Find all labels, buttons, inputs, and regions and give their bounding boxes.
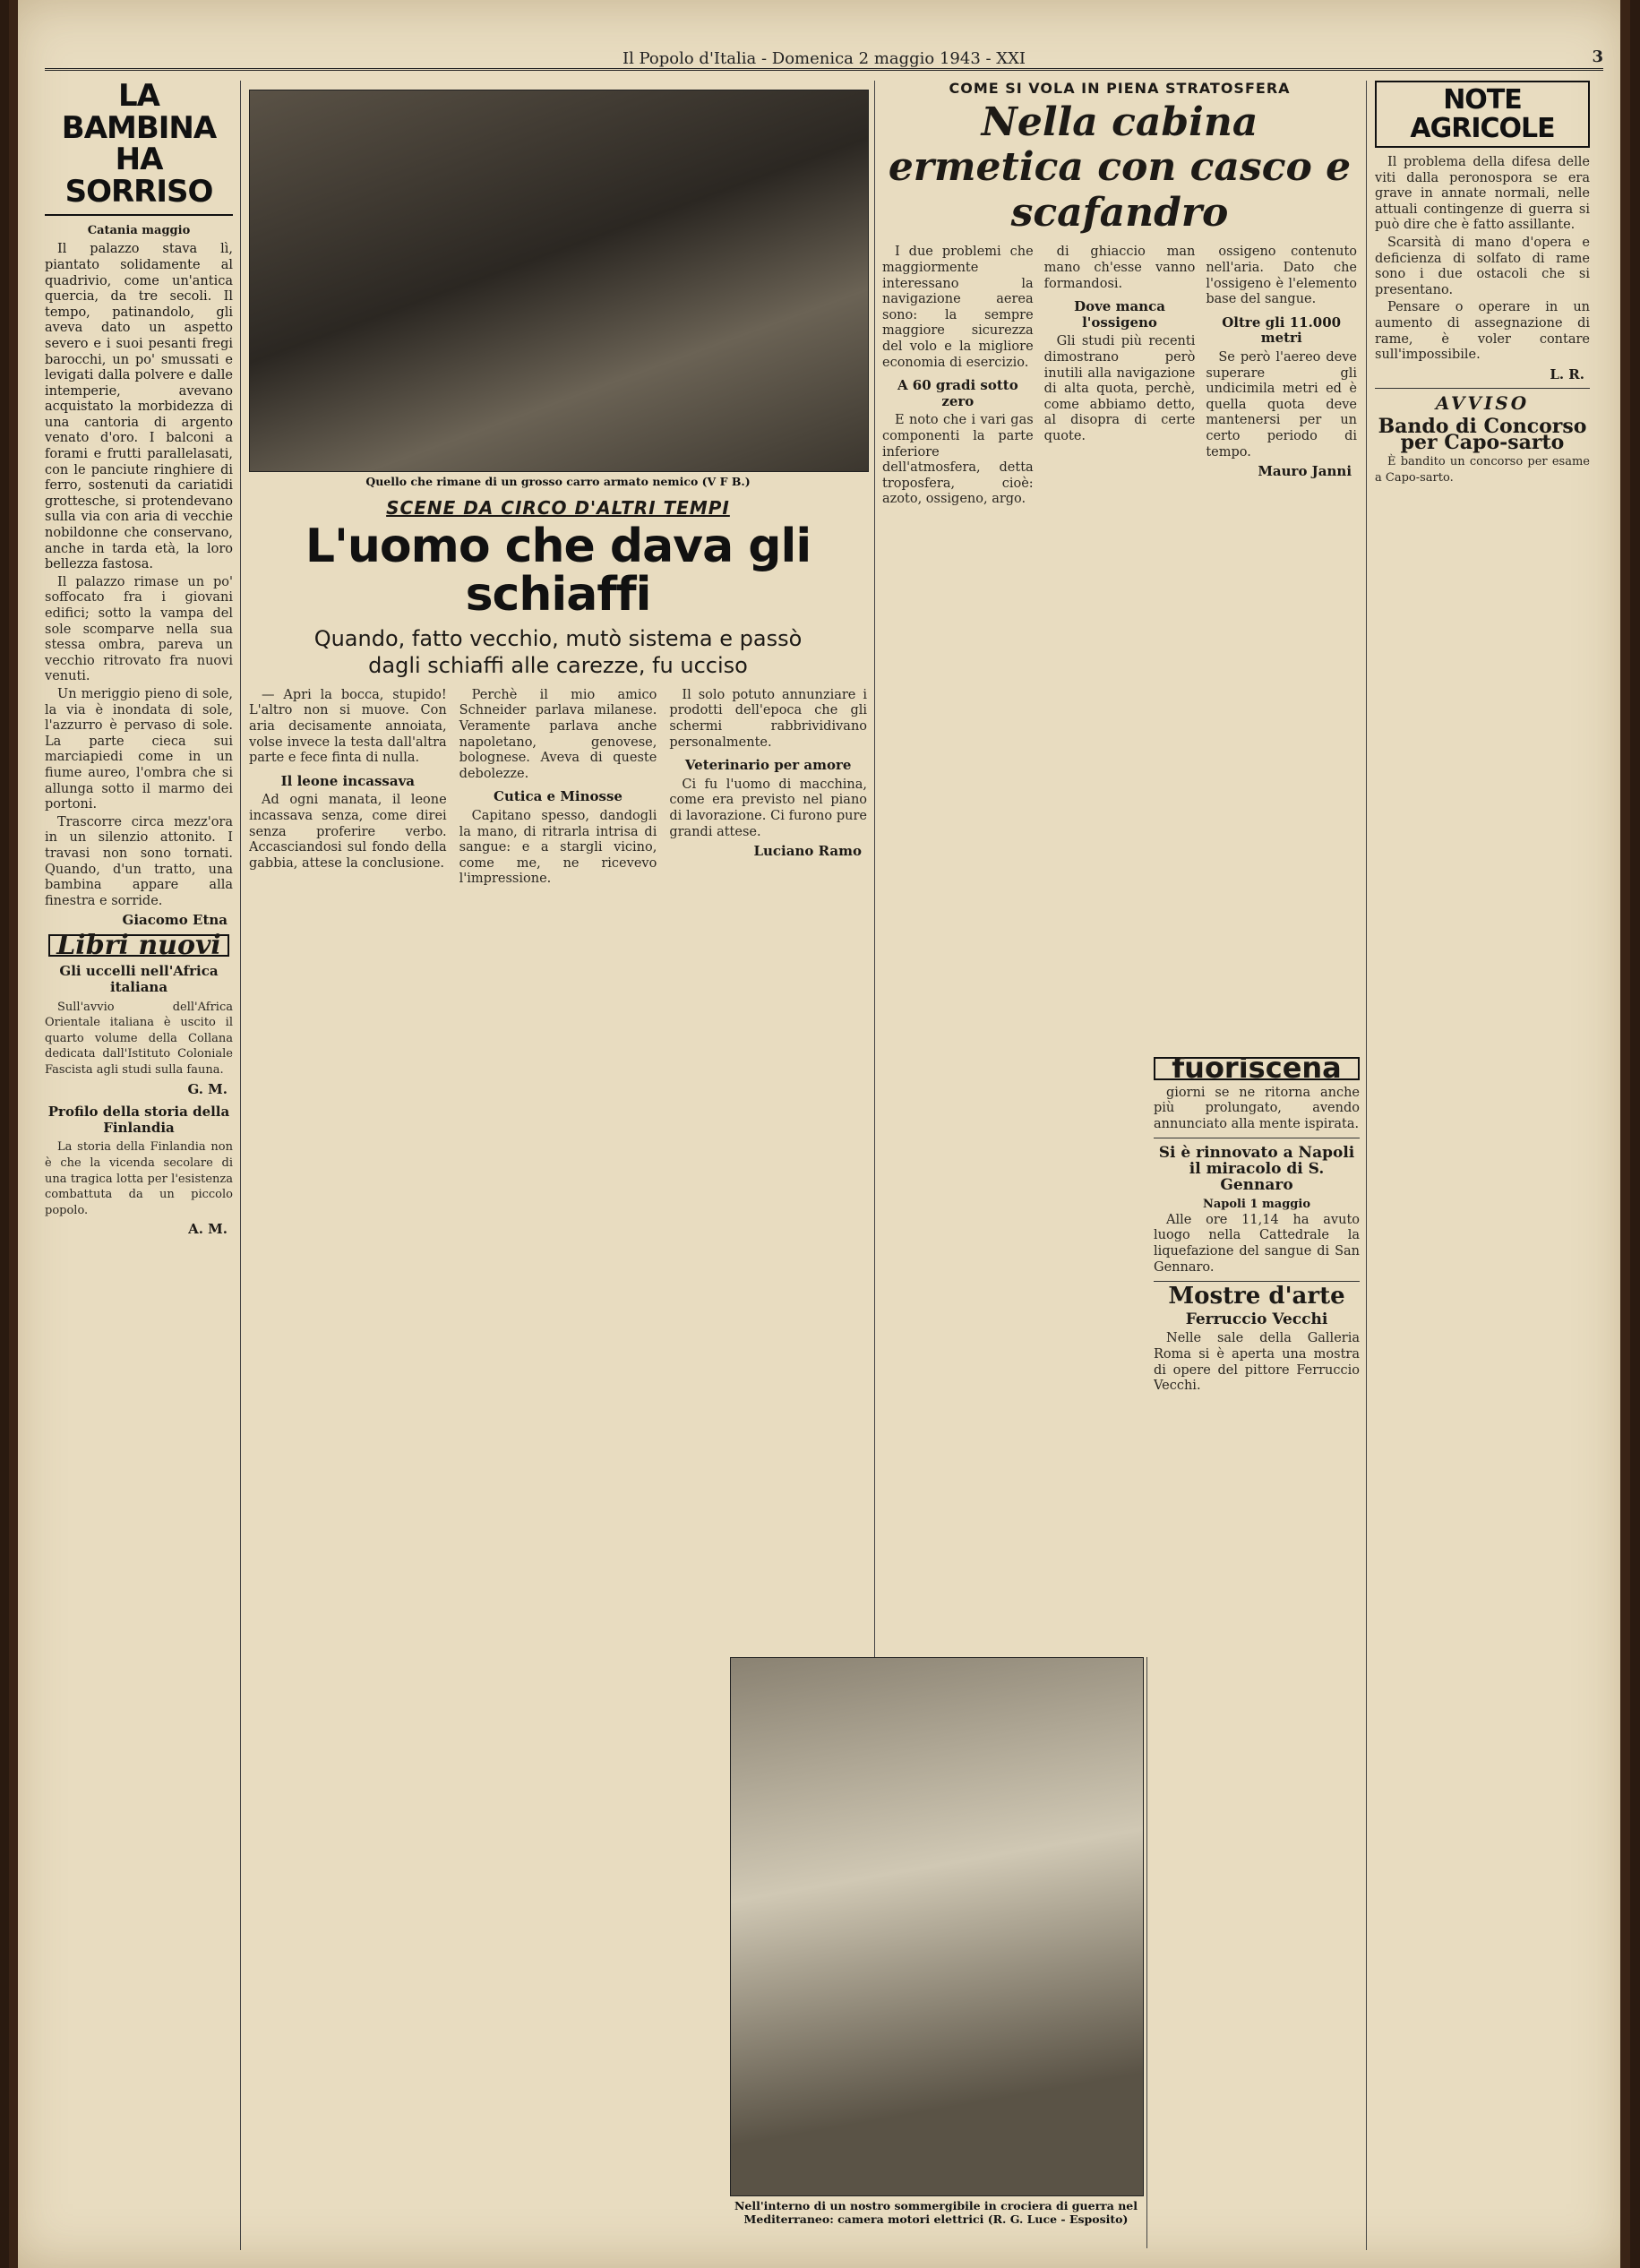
review2-signature: A. M. bbox=[188, 1221, 228, 1238]
column-circo: SCENE DA CIRCO D'ALTRI TEMPI L'uomo che dava gli schiaffi Quando, fatto vecchio, mutò sistema e passò dagli schiaffi alle carezze, fu ucciso — Apri la bocca, stupido! L'altro non si muove. Con aria decisamente annoiata, volse invece la testa dall'altra parte e fece finta di nulla. Il leone incassava Ad ogni manata, il leone incassava senza, come direi senza proferire verbo. Accasciandosi sul fondo della gabbia, attese la conclusione. Perchè il mio amico Schneider parlava milanese. Veramente parlava anche napoletano, genovese, bolognese. Aveva di queste debolezze. Cutica e Minosse Capitano spesso, dandogli la mano, di ritrarla intrisa di sangue: e a stargli vicino, come me, ne ricevevo l'impressione. Il solo potuto annunziare i prodotti dell'epoca che gli schermi rabbrividivano personalmente. Veterinario per amore Ci fu l'uomo di macchina, come era previsto nel piano di lavorazione. Ci furono pure grandi attese. Luciano Ramo bbox=[249, 497, 867, 887]
signature-lr: L. R. bbox=[1550, 365, 1584, 382]
page-number: 3 bbox=[1592, 47, 1603, 66]
masthead-paper: Il Popolo d'Italia bbox=[622, 49, 757, 68]
sangennaro-dateline: Napoli 1 maggio bbox=[1202, 1198, 1310, 1212]
signature-etna: Giacomo Etna bbox=[122, 912, 228, 929]
sub-leone: Il leone incassava bbox=[280, 772, 416, 789]
sub-veterinario: Veterinario per amore bbox=[684, 757, 852, 774]
column-stratosfera: COME SI VOLA IN PIENA STRATOSFERA Nella cabina ermetica con casco e scafandro I due problemi che maggiormente interessano la navigazione aerea sono: la sempre maggiore sicurezza del volo e la migliore economia di esercizio. A 60 gradi sotto zero E noto che i vari gas componenti la parte inferiore dell'atmosfera, detta troposfera, cioè: azoto, ossigeno, argo. di ghiaccio man mano ch'esse vanno formandosi. Dove manca l'ossigeno Gli studi più recenti dimostrano però inutili alla navigazione di alta quota, perchè, come abbiamo detto, al disopra di certe quote. ossigeno contenuto nell'aria. Dato che l'ossigeno è l'elemento base del sangue. Oltre gli 11.000 metri Se però l'aereo deve superare gli undicimila metri ed è quella quota deve mantenersi per un certo periodo di tempo. Mauro Janni bbox=[882, 81, 1357, 507]
review1-signature: G. M. bbox=[187, 1080, 228, 1097]
mostre-sub: Ferruccio Vecchi bbox=[1185, 1310, 1328, 1328]
masthead: Il Popolo d'Italia - Domenica 2 maggio 1943 - XXI 3 bbox=[45, 45, 1603, 71]
headline-cabina: Nella cabina ermetica con casco e scafandro bbox=[888, 99, 1352, 236]
dateline: Catania maggio bbox=[87, 223, 191, 237]
photo-tank-wreck bbox=[249, 90, 869, 472]
headline-schiaffi: L'uomo che dava gli schiaffi bbox=[305, 519, 811, 623]
kicker-circo: SCENE DA CIRCO D'ALTRI TEMPI bbox=[386, 497, 730, 519]
headline-note-agricole: NOTE AGRICOLE bbox=[1375, 81, 1590, 148]
kicker-stratosfera: COME SI VOLA IN PIENA STRATOSFERA bbox=[949, 81, 1291, 97]
binding-edge-right bbox=[1620, 0, 1630, 2268]
libri-nuovi-title: Libri nuovi bbox=[48, 934, 229, 958]
fuoriscena-title: fuoriscena bbox=[1154, 1057, 1360, 1080]
sub-cutica: Cutica e Minosse bbox=[494, 788, 623, 805]
sub-11000: Oltre gli 11.000 metri bbox=[1222, 314, 1342, 347]
photo-submarine bbox=[730, 1657, 1144, 2196]
headline-la-bambina: LA BAMBINA HA SORRISO bbox=[45, 81, 233, 216]
sub-60-gradi: A 60 gradi sotto zero bbox=[897, 377, 1018, 409]
newspaper-page bbox=[9, 0, 1630, 2268]
review1-title: Gli uccelli nell'Africa italiana bbox=[59, 963, 219, 996]
deck-schiaffi: Quando, fatto vecchio, mutò sistema e passò dagli schiaffi alle carezze, fu ucciso bbox=[313, 625, 803, 678]
column-fuoriscena: fuoriscena giorni se ne ritorna anche più prolungato, avendo annunciato alla mente ispirata. Si è rinnovato a Napoli il miracolo di S. Gennaro Napoli 1 maggio Alle ore 11,14 ha avuto luogo nella Cattedrale la liquefazione del sangue di San Gennaro. Mostre d'arte Ferruccio Vecchi Nelle sale della Galleria Roma si è aperta una mostra di opere del pittore Ferruccio Vecchi. bbox=[1154, 1057, 1360, 1394]
sub-ossigeno: Dove manca l'ossigeno bbox=[1074, 298, 1165, 331]
column-la-bambina: LA BAMBINA HA SORRISO Catania maggio Il palazzo stava lì, piantato solidamente al quadrivio, come un'antica quercia, da tre secoli. Il tempo, patinandolo, gli aveva dato un aspetto severo e i suoi pesanti fregi barocchi, un po' smussati e levigati dalla polvere e dalle intemperie, avevano acquistato la morbidezza di una cantoria di argento venato d'oro. I balconi a forami e frutti parallelasati, con le panciute ringhiere di ferro, sostenuti da cariatidi grottesche, si protendevano sulla via con aria di vecchie nobildonne che conservano, anche in tarda età, la loro bellezza fastosa. Il palazzo rimase un po' soffocato fra i giovani edifici; sotto la vampa del sole scomparve nella sua stessa ombra, pareva un vecchio ritrovato fra nuovi venuti. Un meriggio pieno di sole, la via è inondata di sole, l'azzurro è pervaso di sole. La parte cieca sui marciapiedi come in un fiume aureo, l'ombra che si allunga sotto il marmo dei portoni. Trascorre circa mezz'ora in un silenzio attonito. I travasi non sono tornati. Quando, d'un tratto, una bambina appare alla finestra e sorride. Giacomo Etna Libri nuovi Gli uccelli nell'Africa italiana Sull'avvio dell'Africa Orientale italiana è uscito il quarto volume della Collana dedicata dall'Istituto Coloniale Fascista agli studi sulla fauna. G. M. Profilo della storia della Finlandia La storia della Finlandia non è che la vicenda secolare di una tragica lotta per l'esistenza combattuta da un piccolo popolo. A. M. bbox=[45, 81, 233, 1238]
article-body: Il palazzo rimase un po' soffocato fra i giovani edifici; sotto la vampa del sole scomparve nella sua stessa ombra, pareva un vecchio ritrovato fra nuovi venuti. bbox=[45, 574, 233, 684]
signature-ramo: Luciano Ramo bbox=[753, 843, 863, 860]
sangennaro-title: Si è rinnovato a Napoli il miracolo di S. Gennaro bbox=[1158, 1144, 1355, 1194]
masthead-date: Domenica 2 maggio 1943 - XXI bbox=[771, 49, 1026, 68]
avviso-title: AVVISO bbox=[1435, 392, 1530, 415]
article-lead: Il palazzo stava lì, piantato solidamente al quadrivio, come un'antica quercia, da tre secoli. Il tempo, patinandolo, gli aveva dato un aspetto severo e i suoi pesanti fregi barocchi, un po' smussati e levigati dalla polvere e dalle intemperie, avevano acquistato la morbidezza di una cantoria di argento venato d'oro. I balconi a forami e frutti parallelasati, con le panciute ringhiere di ferro, sostenuti da cariatidi grottesche, si protendevano sulla via con aria di vecchie nobildonne che conservano, anche in tarda età, la loro bellezza fastosa. bbox=[45, 242, 233, 572]
photo-tank-caption: Quello che rimane di un grosso carro armato nemico (V F B.) bbox=[365, 475, 751, 488]
review2-title: Profilo della storia della Finlandia bbox=[47, 1104, 230, 1136]
signature-janni: Mauro Janni bbox=[1258, 463, 1352, 480]
column-note-agricole: NOTE AGRICOLE Il problema della difesa delle viti dalla peronospora se era grave in annate normali, nelle attuali contingenze di guerra si può dire che è fatto assillante. Scarsità di mano d'opera e deficienza di solfato di rame sono i due ostacoli che si presentano. Pensare o operare in un aumento di assegnazione di rame, è voler contare sull'impossibile. L. R. AVVISO Bando di Concorso per Capo-sarto È bandito un concorso per esame a Capo-sarto. bbox=[1375, 81, 1590, 2250]
photo-submarine-caption: Nell'interno di un nostro sommergibile in crociera di guerra nel Mediterraneo: camera motori elettrici (R. G. Luce - Esposito) bbox=[734, 2199, 1138, 2226]
mostre-title: Mostre d'arte bbox=[1168, 1283, 1345, 1310]
binding-edge-left bbox=[9, 0, 18, 2268]
bando-title: Bando di Concorso per Capo-sarto bbox=[1378, 414, 1587, 454]
